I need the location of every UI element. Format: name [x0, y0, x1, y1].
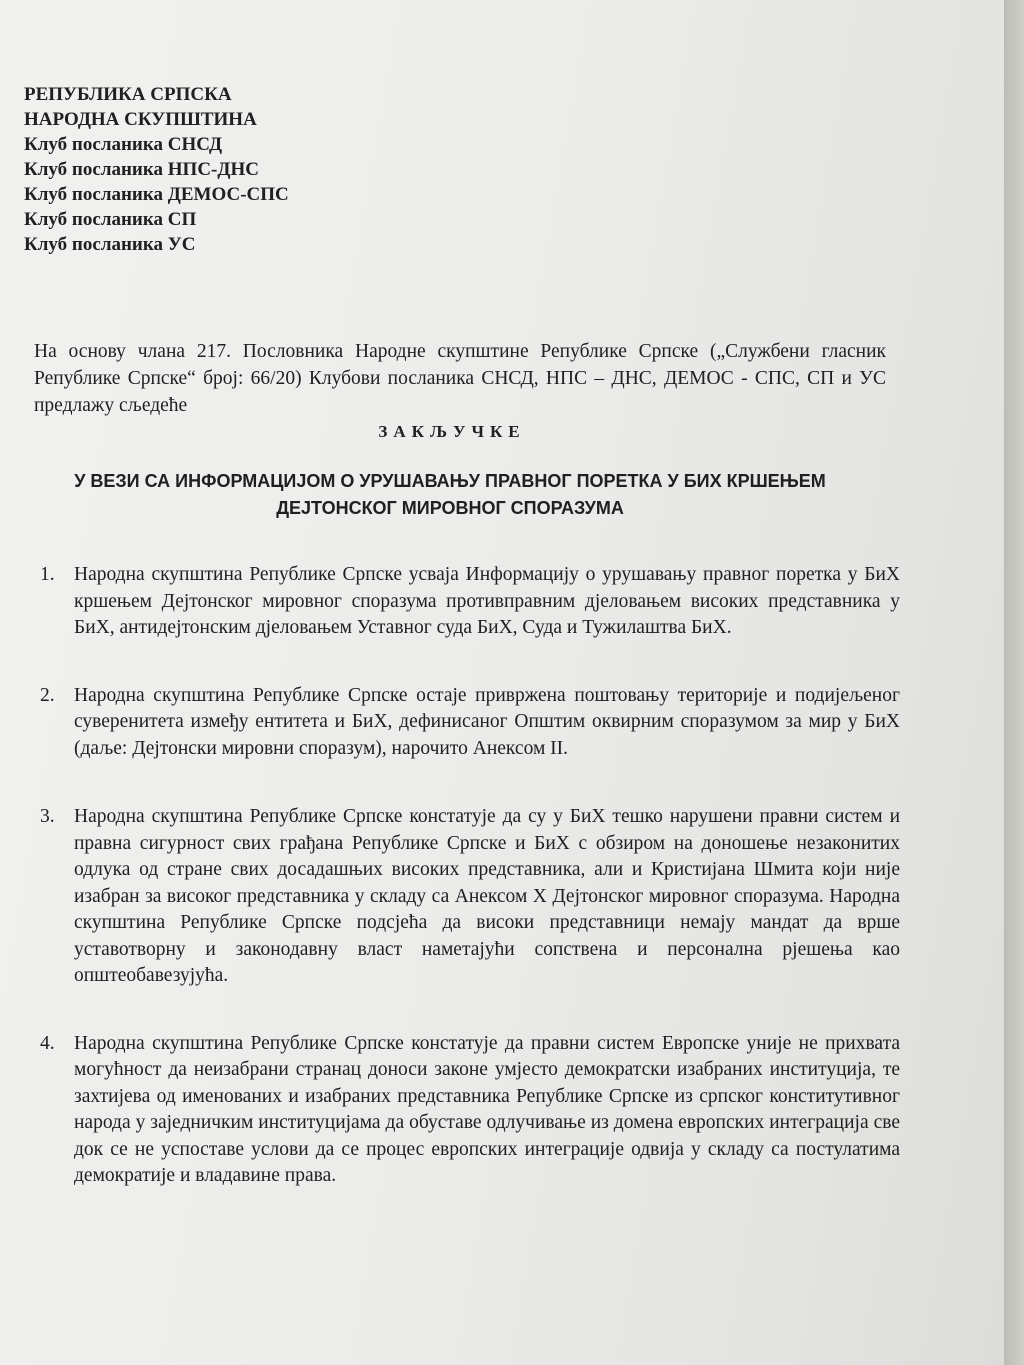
- header-line-club-nps-dns: Клуб посланика НПС-ДНС: [24, 159, 259, 180]
- header-line-club-demos-sps: Клуб посланика ДЕМОС-СПС: [24, 184, 289, 205]
- list-item: [30, 683, 900, 763]
- header-line-club-us: Клуб посланика УС: [24, 234, 196, 255]
- conclusions-list: [30, 562, 900, 1190]
- item-text: Народна скупштина Републике Српске усваја Информацију о урушавању правног поретка у БиХ кршењем Дејтонског мировног споразума противправним дјеловањем високих представника у БиХ, антидејтонским дјеловањем Уставног суда БиХ, Суда и Тужилаштва БиХ.: [74, 564, 900, 638]
- document-title: ЗАКЉУЧКЕ: [378, 422, 526, 441]
- item-text: Народна скупштина Републике Српске остаје привржена поштовању територије и подијељеног суверенитета између ентитета и БиХ, дефинисаног Општим оквирним споразумом за мир у БиХ (даље: Дејтонски мировни споразум), нарочито Анексом II.: [74, 684, 900, 759]
- item-text: Народна скупштина Републике Српске констатује да су у БиХ тешко нарушени правни систем и правна сигурност свих грађана Републике Српске и БиХ с обзиром на доношење незаконитих одлука од стране свих досадашњих високих представника, али и Кристијана Шмита који није изабран за високог представника у складу са Анексом X Дејтонског мировног споразума. Народна скупштина Републике Српске подсјећа да високи представници немају мандат да врше уставотворну и законодавну власт наметајући сопствена и персонална рјешења као општеобавезујућа.: [74, 806, 900, 986]
- item-number: 3.: [40, 806, 55, 827]
- list-item: [30, 1031, 900, 1190]
- list-item: [30, 562, 900, 642]
- background-edge: [1004, 0, 1024, 1365]
- item-number: 4.: [40, 1032, 55, 1054]
- header-line-republic: РЕПУБЛИКА СРПСКА: [24, 84, 232, 105]
- item-text: Народна скупштина Републике Српске констатује да правни систем Европске уније не прихвата могућност да неизабрани странац доноси законе умјесто демократски изабраних институција, те захтијева од именованих и изабраних представника Републике Српске из српског конститутивног народа у заједничким институцијама да обуставе одлучивање из домена европских интеграција све док се не успоставе услови да се процес европских интеграције одвија у складу са постулатима демократије и владавине права.: [74, 1032, 900, 1186]
- header-line-club-snsd: Клуб посланика СНСД: [24, 134, 223, 155]
- list-item: [30, 804, 900, 990]
- item-number: 2.: [40, 684, 55, 706]
- item-number: 1.: [40, 564, 55, 585]
- header-line-assembly: НАРОДНА СКУПШТИНА: [24, 109, 257, 130]
- header-line-club-sp: Клуб посланика СП: [24, 209, 197, 230]
- document-header: [24, 82, 289, 257]
- document-subtitle: У ВЕЗИ СА ИНФОРМАЦИЈОМ О УРУШАВАЊУ ПРАВНОГ ПОРЕТКА У БИХ КРШЕЊЕМ ДЕЈТОНСКОГ МИРОВНОГ СПОРАЗУМА: [74, 471, 826, 518]
- intro-paragraph: На основу члана 217. Пословника Народне скупштине Републике Српске („Службени гласник Републике Српске“ број: 66/20) Клубови посланика СНСД, НПС – ДНС, ДЕМОС - СПС, СП и УС предлажу сљедеће: [34, 340, 886, 416]
